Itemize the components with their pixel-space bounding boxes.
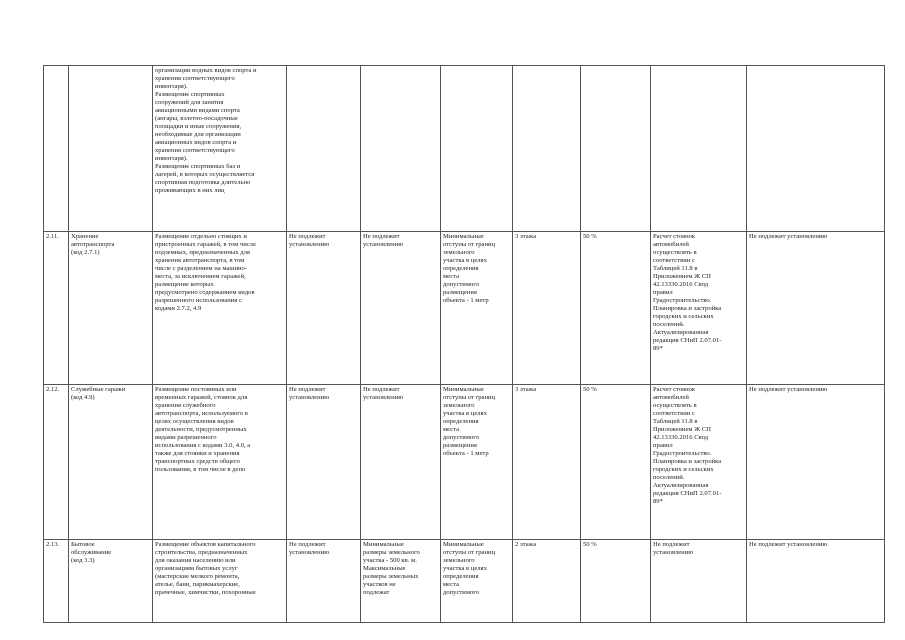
coverage-cell xyxy=(581,540,651,623)
cell-text-line: (код 3.3) xyxy=(71,557,95,564)
setback-cell xyxy=(441,385,513,540)
cell-text-line: 50 % xyxy=(583,541,597,548)
cell-text-line: ателье, бани, парикмахерские, xyxy=(155,581,240,588)
cell-text-line: 2.13. xyxy=(46,541,60,548)
parking-cell xyxy=(651,66,747,232)
cell-text-line: 50 % xyxy=(583,386,597,393)
cell-text-line: отступы от границ xyxy=(443,241,496,248)
cell-text-line: Градостроительство. xyxy=(653,450,712,457)
cell-text-line: хранения соответствующего xyxy=(155,147,235,154)
cell-text-line: Расчет стоянок xyxy=(653,386,696,393)
cell-text-line: Не подлежит установлению xyxy=(749,386,828,393)
cell-text-line: определения xyxy=(443,418,479,425)
cell-text-line: пристроенных гаражей, в том числе xyxy=(155,241,256,248)
cell-text-line: авиационными видами спорта xyxy=(155,107,240,114)
cell-text-line: осуществлять в xyxy=(653,249,697,256)
cell-text-line: проживающих в них лиц xyxy=(155,187,225,194)
cell-text-line: 3 этажа xyxy=(515,386,537,393)
cell-text-line: участка в целях xyxy=(443,565,487,572)
cell-text-line: Минимальные xyxy=(363,541,404,548)
cell-text-line: земельного xyxy=(443,402,475,409)
cell-text-line: автомобилей xyxy=(653,394,689,401)
cell-text-line: места xyxy=(443,273,460,280)
row-number xyxy=(44,385,69,540)
cell-text-line: осуществлять в xyxy=(653,402,697,409)
cell-text-line: Не подлежит установлению xyxy=(749,541,828,548)
cell-text-line: подлежат xyxy=(363,589,390,596)
cell-text-line: городских и сельских xyxy=(653,466,714,473)
cell-text-line: участка - 500 кв. м. xyxy=(363,557,417,564)
cell-text-line: Не подлежит xyxy=(289,386,326,393)
cell-text-line: использования с кодами 3.0, 4.0, а xyxy=(155,442,251,449)
cell-text-line: Не подлежит xyxy=(363,386,400,393)
cell-text-line: хранения автотранспорта, в том xyxy=(155,257,245,264)
cell-text-line: 3 этажа xyxy=(515,233,537,240)
cell-text-line: пользования, в том числе в депо xyxy=(155,466,246,473)
cell-text-line: определения xyxy=(443,573,479,580)
max-plot-size-cell xyxy=(361,540,441,623)
cell-text-line: соответствии с xyxy=(653,257,695,264)
cell-text-line: поселений. xyxy=(653,321,685,328)
cell-text-line: числе с разделением на машино- xyxy=(155,265,248,272)
cell-text-line: места xyxy=(443,426,460,433)
cell-text-line: лагерей, в которых осуществляется xyxy=(155,171,255,178)
cell-text-line: Градостроительство. xyxy=(653,297,712,304)
table-row xyxy=(44,232,885,385)
cell-text-line: установлению xyxy=(289,549,330,556)
cell-text-line: земельного xyxy=(443,557,475,564)
min-plot-size-cell xyxy=(287,66,361,232)
max-plot-size-cell xyxy=(361,66,441,232)
cell-text-line: участка в целях xyxy=(443,410,487,417)
cell-text-line: кодами 2.7.2, 4.9 xyxy=(155,305,202,312)
coverage-cell xyxy=(581,66,651,232)
cell-text-line: площадки и иные сооружения, xyxy=(155,123,242,130)
max-floors-cell xyxy=(513,66,581,232)
cell-text-line: автомобилей xyxy=(653,241,689,248)
use-type-name xyxy=(69,540,153,623)
cell-text-line: Актуализированная xyxy=(653,482,709,489)
cell-text-line: (код 4.9) xyxy=(71,394,95,401)
cell-text-line: необходимые для организации xyxy=(155,131,241,138)
cell-text-line: подземных, предназначенных для xyxy=(155,249,250,256)
min-plot-size-cell xyxy=(287,232,361,385)
cell-text-line: 2.12. xyxy=(46,386,60,393)
cell-text-line: места xyxy=(443,581,460,588)
cell-text-line: целях осуществления видов xyxy=(155,418,234,425)
max-plot-size-cell xyxy=(361,232,441,385)
cell-text-line: допустимого xyxy=(443,434,480,441)
cell-text-line: размеры земельных xyxy=(363,573,419,580)
cell-text-line: Минимальные xyxy=(443,386,484,393)
coverage-cell xyxy=(581,232,651,385)
cell-text-line: объекта - 1 метр xyxy=(443,297,489,304)
cell-text-line: отступы от границ xyxy=(443,394,496,401)
cell-text-line: транспортных средств общего xyxy=(155,458,240,465)
other-limits-cell xyxy=(747,66,885,232)
cell-text-line: хранения соответствующего xyxy=(155,75,235,82)
cell-text-line: Актуализированная xyxy=(653,329,709,336)
row-number xyxy=(44,66,69,232)
cell-text-line: соответствии с xyxy=(653,410,695,417)
setback-cell xyxy=(441,66,513,232)
setback-cell xyxy=(441,540,513,623)
min-plot-size-cell xyxy=(287,540,361,623)
cell-text-line: Минимальные xyxy=(443,233,484,240)
cell-text-line: места, за исключением гаражей, xyxy=(155,273,246,280)
cell-text-line: городских и сельских xyxy=(653,313,714,320)
cell-text-line: Не подлежит xyxy=(363,233,400,240)
cell-text-line: автотранспорта xyxy=(71,241,115,248)
cell-text-line: Максимальные xyxy=(363,565,406,572)
cell-text-line: Размещение отдельно стоящих и xyxy=(155,233,247,240)
min-plot-size-cell xyxy=(287,385,361,540)
cell-text-line: установлению xyxy=(363,241,404,248)
max-floors-cell xyxy=(513,232,581,385)
cell-text-line: Размещение спортивных xyxy=(155,91,225,98)
cell-text-line: (мастерские мелкого ремонта, xyxy=(155,573,240,580)
cell-text-line: Приложением Ж СП xyxy=(653,273,711,280)
cell-text-line: Приложением Ж СП xyxy=(653,426,711,433)
cell-text-line: установлению xyxy=(653,549,694,556)
cell-text-line: установлению xyxy=(363,394,404,401)
max-floors-cell xyxy=(513,385,581,540)
cell-text-line: размеры земельного xyxy=(363,549,420,556)
cell-text-line: инвентаря). xyxy=(155,83,188,90)
row-number xyxy=(44,232,69,385)
cell-text-line: (ангары, взлетно-посадочные xyxy=(155,115,238,122)
cell-text-line: Хранение xyxy=(71,233,99,240)
cell-text-line: редакция СНиП 2.07.01- xyxy=(653,337,722,344)
cell-text-line: установлению xyxy=(289,241,330,248)
use-type-name xyxy=(69,232,153,385)
cell-text-line: Таблицей 11.8 в xyxy=(653,418,698,425)
cell-text-line: редакция СНиП 2.07.01- xyxy=(653,490,722,497)
cell-text-line: объекта - 1 метр xyxy=(443,450,489,457)
use-type-name xyxy=(69,66,153,232)
cell-text-line: допустимого xyxy=(443,281,480,288)
max-plot-size-cell xyxy=(361,385,441,540)
cell-text-line: 42.13330.2016 Свод xyxy=(653,281,709,288)
other-limits-cell xyxy=(747,232,885,385)
cell-text-line: земельного xyxy=(443,249,475,256)
cell-text-line: Размещение объектов капитального xyxy=(155,541,256,548)
cell-text-line: временных гаражей, стоянок для xyxy=(155,394,248,401)
cell-text-line: спортивная подготовка длительно xyxy=(155,179,251,186)
cell-text-line: для оказания населению или xyxy=(155,557,236,564)
cell-text-line: организации водных видов спорта и xyxy=(155,67,257,74)
cell-text-line: Не подлежит xyxy=(289,233,326,240)
cell-text-line: Минимальные xyxy=(443,541,484,548)
other-limits-cell xyxy=(747,540,885,623)
other-limits-cell xyxy=(747,385,885,540)
table-row xyxy=(44,540,885,623)
cell-text-line: отступы от границ xyxy=(443,549,496,556)
cell-text-line: видами разрешенного xyxy=(155,434,217,441)
cell-text-line: 42.13330.2016 Свод xyxy=(653,434,709,441)
cell-text-line: Не подлежит установлению xyxy=(749,233,828,240)
use-type-name xyxy=(69,385,153,540)
use-type-description xyxy=(153,385,287,540)
cell-text-line: 50 % xyxy=(583,233,597,240)
parking-cell xyxy=(651,385,747,540)
cell-text-line: разрешенного использования с xyxy=(155,297,242,304)
cell-text-line: также для стоянки и хранения xyxy=(155,450,240,457)
cell-text-line: строительства, предназначенных xyxy=(155,549,248,556)
cell-text-line: авиационных видов спорта и xyxy=(155,139,237,146)
cell-text-line: Размещение спортивных баз и xyxy=(155,163,241,170)
cell-text-line: правил xyxy=(653,289,673,296)
cell-text-line: автотранспорта, используемого в xyxy=(155,410,248,417)
cell-text-line: Не подлежит xyxy=(289,541,326,548)
parking-cell xyxy=(651,540,747,623)
cell-text-line: Планировка и застройка xyxy=(653,458,722,465)
cell-text-line: хранения служебного xyxy=(155,402,216,409)
table-body xyxy=(44,66,885,623)
row-number xyxy=(44,540,69,623)
use-type-description xyxy=(153,540,287,623)
cell-text-line: допустимого xyxy=(443,589,480,596)
table-row xyxy=(44,66,885,232)
use-type-description xyxy=(153,66,287,232)
cell-text-line: Размещение постоянных или xyxy=(155,386,237,393)
cell-text-line: 89* xyxy=(653,498,663,505)
cell-text-line: 2 этажа xyxy=(515,541,537,548)
cell-text-line: сооружений для занятия xyxy=(155,99,224,106)
coverage-cell xyxy=(581,385,651,540)
cell-text-line: (код 2.7.1) xyxy=(71,249,100,256)
cell-text-line: Планировка и застройка xyxy=(653,305,722,312)
cell-text-line: организациям бытовых услуг xyxy=(155,565,238,572)
cell-text-line: Расчет стоянок xyxy=(653,233,696,240)
cell-text-line: Служебные гаражи xyxy=(71,386,126,393)
cell-text-line: 89* xyxy=(653,345,663,352)
cell-text-line: прачечные, химчистки, похоронные xyxy=(155,589,256,596)
cell-text-line: размещение которых xyxy=(155,281,214,288)
cell-text-line: деятельности, предусмотренных xyxy=(155,426,247,433)
table-row xyxy=(44,385,885,540)
cell-text-line: определения xyxy=(443,265,479,272)
cell-text-line: участков не xyxy=(363,581,396,588)
cell-text-line: установлению xyxy=(289,394,330,401)
cell-text-line: размещения xyxy=(443,442,477,449)
cell-text-line: предусмотрено содержанием видов xyxy=(155,289,255,296)
cell-text-line: Не подлежит xyxy=(653,541,690,548)
cell-text-line: Бытовое xyxy=(71,541,95,548)
cell-text-line: обслуживание xyxy=(71,549,112,556)
cell-text-line: участка в целях xyxy=(443,257,487,264)
zoning-regulations-table xyxy=(43,65,885,623)
setback-cell xyxy=(441,232,513,385)
cell-text-line: инвентаря). xyxy=(155,155,188,162)
cell-text-line: правил xyxy=(653,442,673,449)
use-type-description xyxy=(153,232,287,385)
parking-cell xyxy=(651,232,747,385)
cell-text-line: поселений. xyxy=(653,474,685,481)
max-floors-cell xyxy=(513,540,581,623)
cell-text-line: 2.11. xyxy=(46,233,59,240)
cell-text-line: Таблицей 11.8 в xyxy=(653,265,698,272)
cell-text-line: размещения xyxy=(443,289,477,296)
